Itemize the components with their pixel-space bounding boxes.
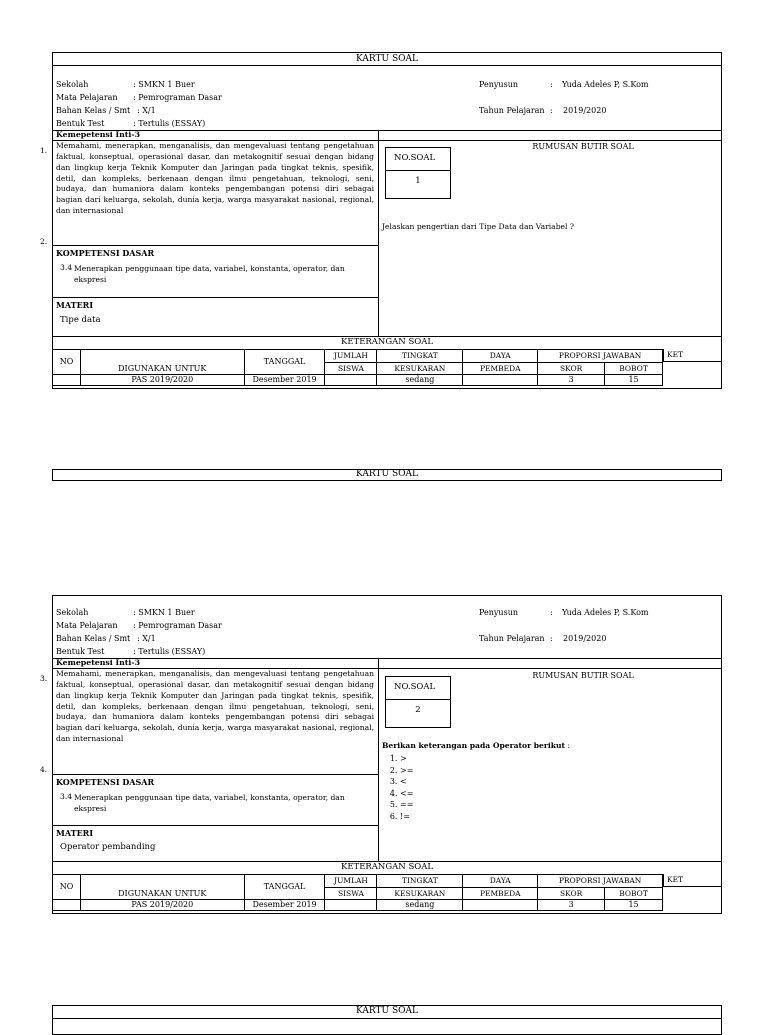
value-tahun: 2019/2020 <box>563 634 607 643</box>
label-tahun: Tahun Pelajaran <box>479 106 545 115</box>
materi-heading: MATERI <box>56 300 94 310</box>
kd-heading: KOMPETENSI DASAR <box>56 248 155 258</box>
kd-text: Menerapkan penggunaan tipe data, variabel, konstanta, operator, dan ekspresi <box>74 793 345 814</box>
col-ket: KET <box>667 350 684 359</box>
value-penyusun: Yuda Adeles P, S.Kom <box>562 608 649 617</box>
margin-number: 2. <box>40 237 48 246</box>
no-soal-box <box>385 147 451 199</box>
materi-value: Operator pembanding <box>60 842 156 852</box>
col-skor: SKOR <box>538 888 605 900</box>
list-item: 3. < <box>400 776 502 788</box>
card-3 <box>52 1005 722 1035</box>
list-item: 2. >= <box>400 765 502 777</box>
keterangan-heading: KETERANGAN SOAL <box>340 337 434 347</box>
col-jumlah-1: JUMLAH <box>325 875 377 888</box>
col-jumlah-2: SISWA <box>325 363 377 375</box>
col-jumlah-2: SISWA <box>325 888 377 900</box>
table-row <box>53 375 663 386</box>
keterangan-table <box>52 874 663 911</box>
value-mapel: : Pemrograman Dasar <box>133 621 222 630</box>
col-tingkat-2: KESUKARAN <box>377 363 463 375</box>
cell-skor: 3 <box>538 375 605 386</box>
col-bobot: BOBOT <box>605 363 663 375</box>
kd-heading: KOMPETENSI DASAR <box>56 777 155 787</box>
col-tanggal: TANGGAL <box>244 875 325 900</box>
ki-text: Memahami, menerapkan, menganalisis, dan mengevaluasi tentang pengetahuan faktual, konseptual, operasional dasar, dan metakognitif sesuai dengan bidang dan lingkup kerja Teknik Komputer dan Jaringan pada tingkat teknis, spesifik, detil, dan kompleks, berkenaan dengan ilmu pengetahuan, teknologi, seni, budaya, dan humaniora dalam konteks pengembangan potensi diri sebagai bagian dari keluarga, sekolah, dunia kerja, warga masyarakat nasional, regional, dan internasional <box>56 141 374 216</box>
margin-number: 4. <box>40 765 48 774</box>
card-3-title: KARTU SOAL <box>356 1006 418 1016</box>
cell-date: Desember 2019 <box>244 900 325 911</box>
list-item: 5. == <box>400 799 502 811</box>
col-daya-2: PEMBEDA <box>463 363 538 375</box>
keterangan-heading: KETERANGAN SOAL <box>340 862 434 872</box>
label-penyusun: Penyusun <box>479 80 518 89</box>
cell-skor: 3 <box>538 900 605 911</box>
cell-date: Desember 2019 <box>244 375 325 386</box>
label-bentuk-test: Bentuk Test <box>56 647 105 656</box>
label-sekolah: Sekolah <box>56 608 89 617</box>
margin-number: 3. <box>40 674 48 683</box>
cell-purpose: PAS 2019/2020 <box>80 900 244 911</box>
question-text-suffix: : <box>565 741 571 750</box>
col-no: NO <box>53 875 81 900</box>
label-penyusun: Penyusun <box>479 608 518 617</box>
value-sekolah: : SMKN 1 Buer <box>133 608 195 617</box>
table-row <box>53 900 663 911</box>
keterangan-table <box>52 349 663 386</box>
cell-purpose: PAS 2019/2020 <box>80 375 244 386</box>
value-tahun: 2019/2020 <box>563 106 607 115</box>
col-proporsi: PROPORSI JAWABAN <box>538 350 663 363</box>
value-sekolah: : SMKN 1 Buer <box>133 80 195 89</box>
sep-penyusun: : <box>550 608 553 617</box>
materi-heading: MATERI <box>56 828 94 838</box>
col-tingkat-2: KESUKARAN <box>377 888 463 900</box>
value-bahan-kelas: : X/1 <box>137 106 156 115</box>
col-skor: SKOR <box>538 363 605 375</box>
rumusan-heading: RUMUSAN BUTIR SOAL <box>532 142 634 151</box>
value-bahan-kelas: : X/1 <box>137 634 156 643</box>
card-1 <box>52 52 722 389</box>
question-text: Jelaskan pengertian dari Tipe Data dan Variabel ? <box>382 222 574 231</box>
margin-number: 1. <box>40 146 48 155</box>
question-text-main: Berikan keterangan pada Operator berikut <box>382 741 566 750</box>
card-2 <box>52 595 722 914</box>
cell-bobot: 15 <box>605 375 663 386</box>
no-soal-value: 1 <box>415 176 421 186</box>
value-mapel: : Pemrograman Dasar <box>133 93 222 102</box>
sep-penyusun: : <box>550 80 553 89</box>
col-no: NO <box>53 350 81 375</box>
label-mapel: Mata Pelajaran <box>56 93 118 102</box>
col-bobot: BOBOT <box>605 888 663 900</box>
question-text <box>382 741 570 751</box>
kd-number: 3.4 <box>60 792 73 801</box>
label-tahun: Tahun Pelajaran <box>479 634 545 643</box>
col-tanggal: TANGGAL <box>244 350 325 375</box>
card-title-box <box>52 469 722 481</box>
col-ket: KET <box>667 875 684 884</box>
col-digunakan: DIGUNAKAN UNTUK <box>80 350 244 375</box>
sep-tahun: : <box>550 634 553 643</box>
no-soal-box <box>385 676 451 728</box>
no-soal-label: NO.SOAL <box>394 682 436 692</box>
ki-text: Memahami, menerapkan, menganalisis, dan mengevaluasi tentang pengetahuan faktual, konseptual, operasional dasar, dan metakognitif sesuai dengan bidang dan lingkup kerja Teknik Komputer dan Jaringan pada tingkat teknis, spesifik, detil, dan kompleks, berkenaan dengan ilmu pengetahuan, teknologi, seni, budaya, dan humaniora dalam konteks pengembangan potensi diri sebagai bagian dari keluarga, sekolah, dunia kerja, warga masyarakat nasional, regional, dan internasional <box>56 669 374 744</box>
cell-difficulty: sedang <box>377 900 463 911</box>
col-tingkat-1: TINGKAT <box>377 875 463 888</box>
value-bentuk-test: : Tertulis (ESSAY) <box>133 647 206 656</box>
sep-tahun: : <box>550 106 553 115</box>
col-proporsi: PROPORSI JAWABAN <box>538 875 663 888</box>
card-1-title: KARTU SOAL <box>356 54 418 64</box>
col-daya-1: DAYA <box>463 875 538 888</box>
kd-text: Menerapkan penggunaan tipe data, variabel, konstanta, operator, dan ekspresi <box>74 264 345 285</box>
kd-number: 3.4 <box>60 263 73 272</box>
ki-heading: Kemepetensi Inti-3 <box>56 130 141 139</box>
no-soal-value: 2 <box>415 705 421 715</box>
cell-bobot: 15 <box>605 900 663 911</box>
col-daya-2: PEMBEDA <box>463 888 538 900</box>
list-item: 6. != <box>400 811 502 823</box>
label-bentuk-test: Bentuk Test <box>56 119 105 128</box>
list-item: 1. > <box>400 753 502 765</box>
operator-list <box>382 753 502 823</box>
value-penyusun: Yuda Adeles P, S.Kom <box>562 80 649 89</box>
label-bahan-kelas: Bahan Kelas / Smt <box>56 106 131 115</box>
col-daya-1: DAYA <box>463 350 538 363</box>
label-sekolah: Sekolah <box>56 80 89 89</box>
cell-difficulty: sedang <box>377 375 463 386</box>
col-jumlah-1: JUMLAH <box>325 350 377 363</box>
ki-heading: Kemepetensi Inti-3 <box>56 658 141 667</box>
materi-value: Tipe data <box>60 315 101 325</box>
card-title: KARTU SOAL <box>356 469 418 479</box>
label-bahan-kelas: Bahan Kelas / Smt <box>56 634 131 643</box>
list-item: 4. <= <box>400 788 502 800</box>
no-soal-label: NO.SOAL <box>394 153 436 163</box>
label-mapel: Mata Pelajaran <box>56 621 118 630</box>
rumusan-heading: RUMUSAN BUTIR SOAL <box>532 671 634 680</box>
col-digunakan: DIGUNAKAN UNTUK <box>80 875 244 900</box>
value-bentuk-test: : Tertulis (ESSAY) <box>133 119 206 128</box>
col-tingkat-1: TINGKAT <box>377 350 463 363</box>
